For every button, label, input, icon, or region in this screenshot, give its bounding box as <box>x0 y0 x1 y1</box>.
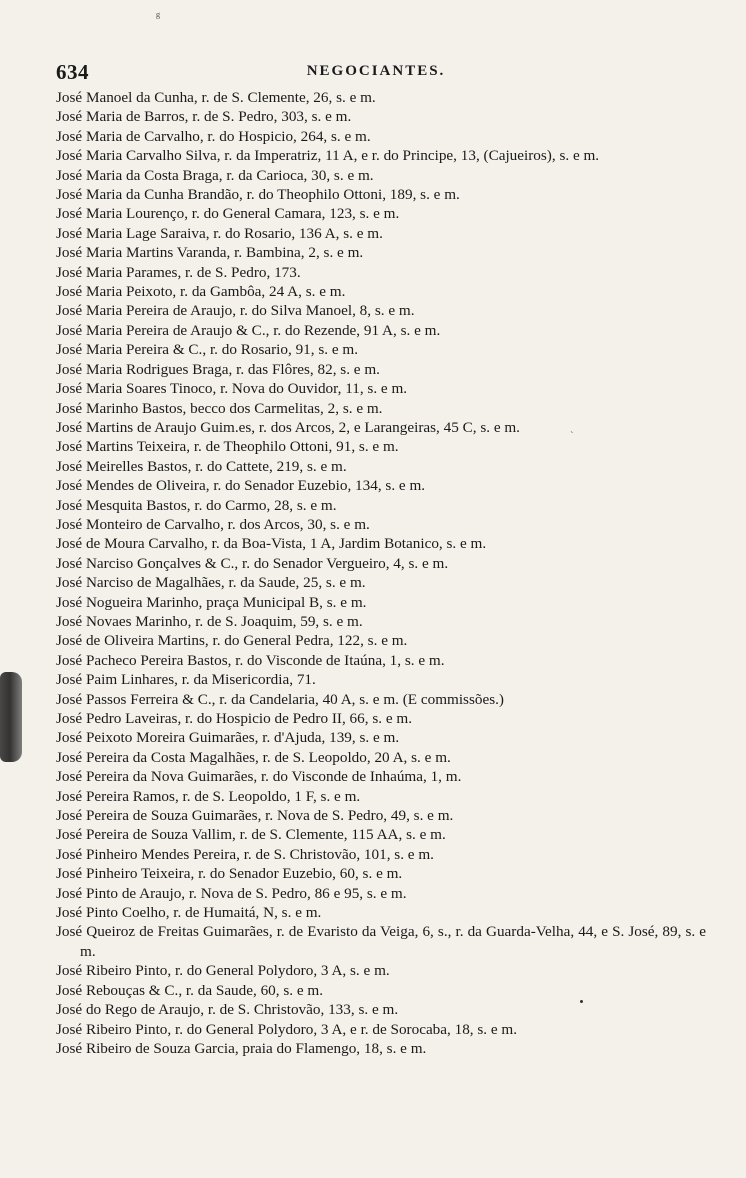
list-item: José Meirelles Bastos, r. do Cattete, 219, s. e m. <box>56 457 347 475</box>
list-item: José Manoel da Cunha, r. de S. Clemente, 26, s. e m. <box>56 89 376 106</box>
list-item: José Maria da Cunha Brandão, r. do Theophilo Ottoni, 189, s. e m. <box>56 186 460 204</box>
list-item: José Maria Lourenço, r. do General Camara, 123, s. e m. <box>56 205 400 223</box>
list-item: José Pereira Ramos, r. de S. Leopoldo, 1 F, s. e m. <box>56 787 361 805</box>
list-item: José Pacheco Pereira Bastos, r. do Visconde de Itaúna, 1, s. e m. <box>56 651 445 669</box>
list-item: José Maria Peixoto, r. da Gambôa, 24 A, s. e m. <box>56 283 346 301</box>
list-item: José Maria Soares Tinoco, r. Nova do Ouvidor, 11, s. e m. <box>56 380 408 398</box>
list-item: José Maria Martins Varanda, r. Bambina, 2, s. e m. <box>56 244 364 262</box>
list-item: José Pinto Coelho, r. de Humaitá, N, s. e m. <box>56 904 322 922</box>
list-item: José Maria Carvalho Silva, r. da Imperatriz, 11 A, e r. do Principe, 13, (Cajueiros), s. e m. <box>56 147 600 165</box>
list-item: José Maria Pereira de Araujo, r. do Silva Manoel, 8, s. e m. <box>56 302 415 320</box>
stray-tick-mark: ˋ <box>570 430 574 442</box>
list-item: José Paim Linhares, r. da Misericordia, 71. <box>56 671 316 689</box>
list-item: José Maria de Carvalho, r. do Hospicio, 264, s. e m. <box>56 127 371 145</box>
list-item: José Nogueira Marinho, praça Municipal B, s. e m. <box>56 593 367 611</box>
list-item: José Novaes Marinho, r. de S. Joaquim, 59, s. e m. <box>56 612 363 630</box>
list-item: José Peixoto Moreira Guimarães, r. d'Ajuda, 139, s. e m. <box>56 729 400 747</box>
running-title: NEGOCIANTES. <box>306 63 446 79</box>
list-item: José Mendes de Oliveira, r. do Senador Euzebio, 134, s. e m. <box>56 477 426 495</box>
list-item: José Pinheiro Teixeira, r. do Senador Euzebio, 60, s. e m. <box>56 865 403 883</box>
list-item: José do Rego de Araujo, r. de S. Christovão, 133, s. e m. <box>56 1001 399 1019</box>
binding-shadow <box>0 672 22 762</box>
list-item: José Maria Lage Saraiva, r. do Rosario, 136 A, s. e m. <box>56 224 383 242</box>
list-item: José de Moura Carvalho, r. da Boa-Vista, 1 A, Jardim Botanico, s. e m. <box>56 535 487 553</box>
list-item: José Maria Pereira de Araujo & C., r. do Rezende, 91 A, s. e m. <box>56 321 441 339</box>
list-item: José Martins Teixeira, r. de Theophilo Ottoni, 91, s. e m. <box>56 438 399 456</box>
list-item: José Queiroz de Freitas Guimarães, r. de Evaristo da Veiga, 6, s., r. da Guarda-Velha, 44, e S. José, 89, s. e m. <box>56 923 706 960</box>
list-item: José Passos Ferreira & C., r. da Candelaria, 40 A, s. e m. (E commissões.) <box>56 690 504 708</box>
list-item: José Maria da Costa Braga, r. da Carioca, 30, s. e m. <box>56 166 374 184</box>
list-item: José Pereira de Souza Guimarães, r. Nova de S. Pedro, 49, s. e m. <box>56 807 454 825</box>
list-item: José Pereira da Costa Magalhães, r. de S. Leopoldo, 20 A, s. e m. <box>56 748 451 766</box>
list-item: José Mesquita Bastos, r. do Carmo, 28, s. e m. <box>56 496 337 514</box>
list-item: José Rebouças & C., r. da Saude, 60, s. e m. <box>56 981 324 999</box>
list-item: José Monteiro de Carvalho, r. dos Arcos, 30, s. e m. <box>56 515 370 533</box>
list-item: José Pereira de Souza Vallim, r. de S. Clemente, 115 AA, s. e m. <box>56 826 446 844</box>
list-item: José Martins de Araujo Guim.es, r. dos Arcos, 2, e Larangeiras, 45 C, s. e m. <box>56 418 520 436</box>
list-item: José Pereira da Nova Guimarães, r. do Visconde de Inhaúma, 1, m. <box>56 768 462 786</box>
merchant-list <box>56 88 706 1058</box>
list-item: José Pedro Laveiras, r. do Hospicio de Pedro II, 66, s. e m. <box>56 710 412 727</box>
list-item: José Ribeiro Pinto, r. do General Polydoro, 3 A, e r. de Sorocaba, 18, s. e m. <box>56 1020 518 1038</box>
list-item: José Maria Rodrigues Braga, r. das Flôres, 82, s. e m. <box>56 360 380 378</box>
list-item: José Ribeiro Pinto, r. do General Polydoro, 3 A, s. e m. <box>56 962 390 980</box>
list-item: José Narciso de Magalhães, r. da Saude, 25, s. e m. <box>56 574 366 592</box>
stray-ink-mark: ᵍ <box>156 10 161 25</box>
page-number: 634 <box>56 60 89 84</box>
list-item: José Pinto de Araujo, r. Nova de S. Pedro, 86 e 95, s. e m. <box>56 884 407 902</box>
list-item: José Pinheiro Mendes Pereira, r. de S. Christovão, 101, s. e m. <box>56 845 434 863</box>
list-item: José Maria de Barros, r. de S. Pedro, 303, s. e m. <box>56 108 352 126</box>
list-item: José Narciso Gonçalves & C., r. do Senador Vergueiro, 4, s. e m. <box>56 554 449 572</box>
list-item: José de Oliveira Martins, r. do General Pedra, 122, s. e m. <box>56 632 408 650</box>
list-item: José Marinho Bastos, becco dos Carmelitas, 2, s. e m. <box>56 399 383 417</box>
list-item: José Maria Parames, r. de S. Pedro, 173. <box>56 263 301 281</box>
page-header <box>56 60 696 86</box>
list-item: José Maria Pereira & C., r. do Rosario, 91, s. e m. <box>56 341 359 359</box>
list-item: José Ribeiro de Souza Garcia, praia do Flamengo, 18, s. e m. <box>56 1039 427 1057</box>
